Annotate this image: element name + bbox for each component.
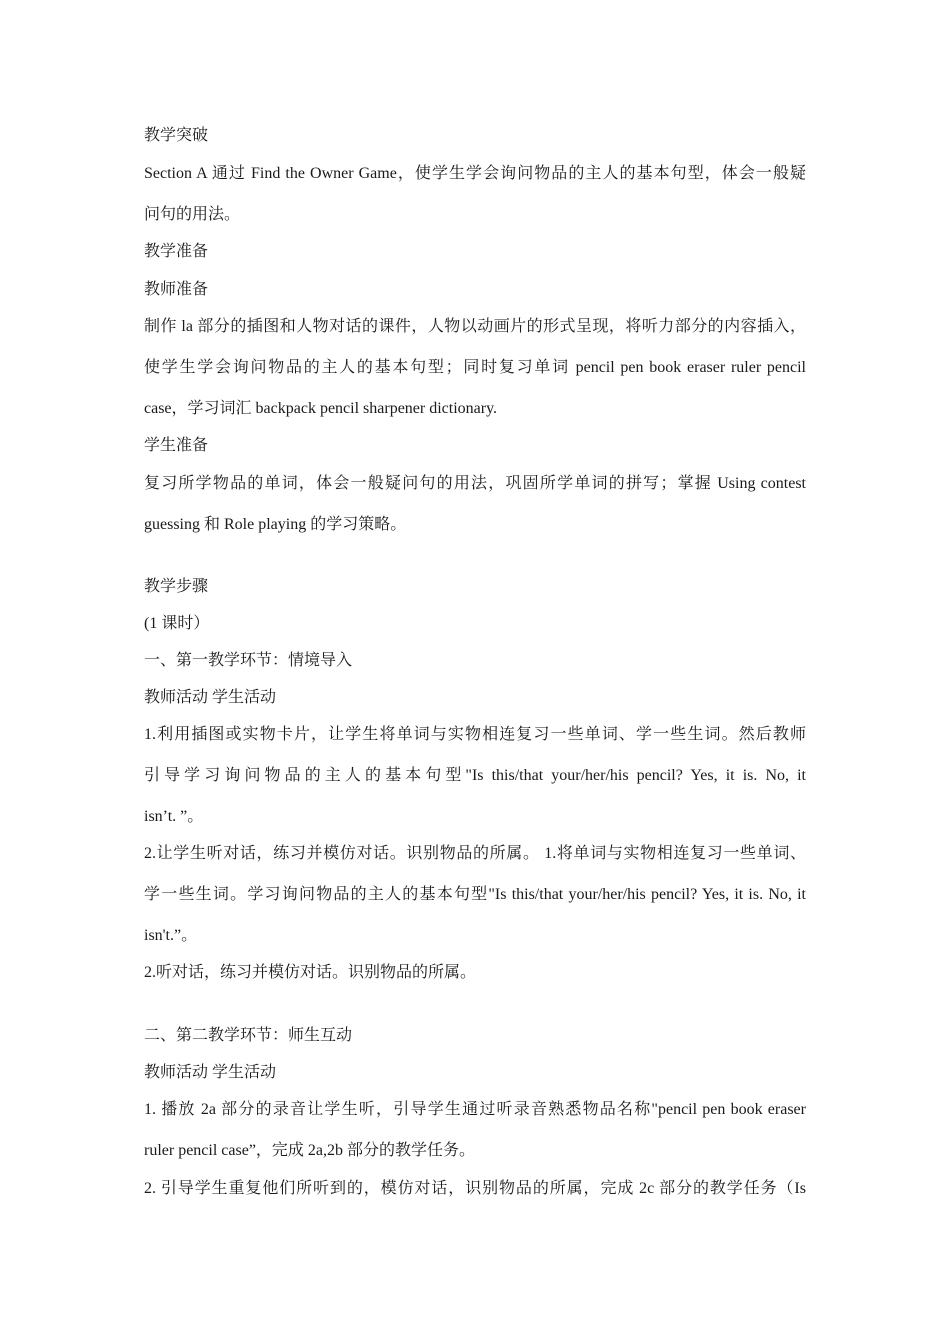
activity-columns-label: 教师活动 学生活动 (144, 1064, 277, 1081)
paragraph-line: 复习所学物品的单词，体会一般疑问句的用法，巩固所学单词的拼写；掌握 Using contest (144, 475, 806, 492)
lesson-count: (1 课时） (144, 615, 210, 632)
paragraph-line: guessing 和 Role playing 的学习策略。 (144, 516, 407, 533)
paragraph-line: isn’t. ”。 (144, 808, 204, 825)
paragraph-line: case，学习词汇 backpack pencil sharpener dictionary. (144, 400, 498, 417)
heading-teaching-preparation: 教学准备 (144, 243, 209, 260)
section-heading-1: 一、第一教学环节：情境导入 (144, 652, 353, 669)
heading-teacher-preparation: 教师准备 (144, 281, 209, 298)
paragraph-line: 1.利用插图或实物卡片，让学生将单词与实物相连复习一些单词、学一些生词。然后教师 (144, 726, 806, 743)
paragraph-line: Section A 通过 Find the Owner Game，使学生学会询问物品的主人的基本句型，体会一般疑 (144, 165, 806, 182)
paragraph-line: 使学生学会询问物品的主人的基本句型；同时复习单词 pencil pen book eraser ruler pencil (144, 359, 806, 376)
paragraph-line: ruler pencil case”，完成 2a,2b 部分的教学任务。 (144, 1142, 476, 1159)
paragraph-line: 问句的用法。 (144, 206, 241, 223)
section-heading-2: 二、第二教学环节：师生互动 (144, 1027, 353, 1044)
heading-teaching-steps: 教学步骤 (144, 578, 209, 595)
paragraph-line: 2.听对话，练习并模仿对话。识别物品的所属。 (144, 964, 477, 981)
paragraph-line: 1. 播放 2a 部分的录音让学生听，引导学生通过听录音熟悉物品名称"pencil pen book eraser (144, 1101, 806, 1118)
paragraph-line: 制作 la 部分的插图和人物对话的课件，人物以动画片的形式呈现，将听力部分的内容插入， (144, 318, 806, 335)
paragraph-line: 2. 引导学生重复他们所听到的，模仿对话，识别物品的所属，完成 2c 部分的教学任务（Is (144, 1180, 806, 1197)
paragraph-line: 学一些生词。学习询问物品的主人的基本句型"Is this/that your/her/his pencil? Yes, it is. No, it (144, 886, 806, 903)
heading-student-preparation: 学生准备 (144, 437, 209, 454)
paragraph-line: isn't.”。 (144, 927, 198, 944)
paragraph-line: 2.让学生听对话，练习并模仿对话。识别物品的所属。 1.将单词与实物相连复习一些单词、 (144, 845, 806, 862)
heading-teaching-breakthrough: 教学突破 (144, 127, 209, 144)
paragraph-line: 引导学习询问物品的主人的基本句型"Is this/that your/her/his pencil? Yes, it is. No, it (144, 767, 806, 784)
activity-columns-label: 教师活动 学生活动 (144, 689, 277, 706)
